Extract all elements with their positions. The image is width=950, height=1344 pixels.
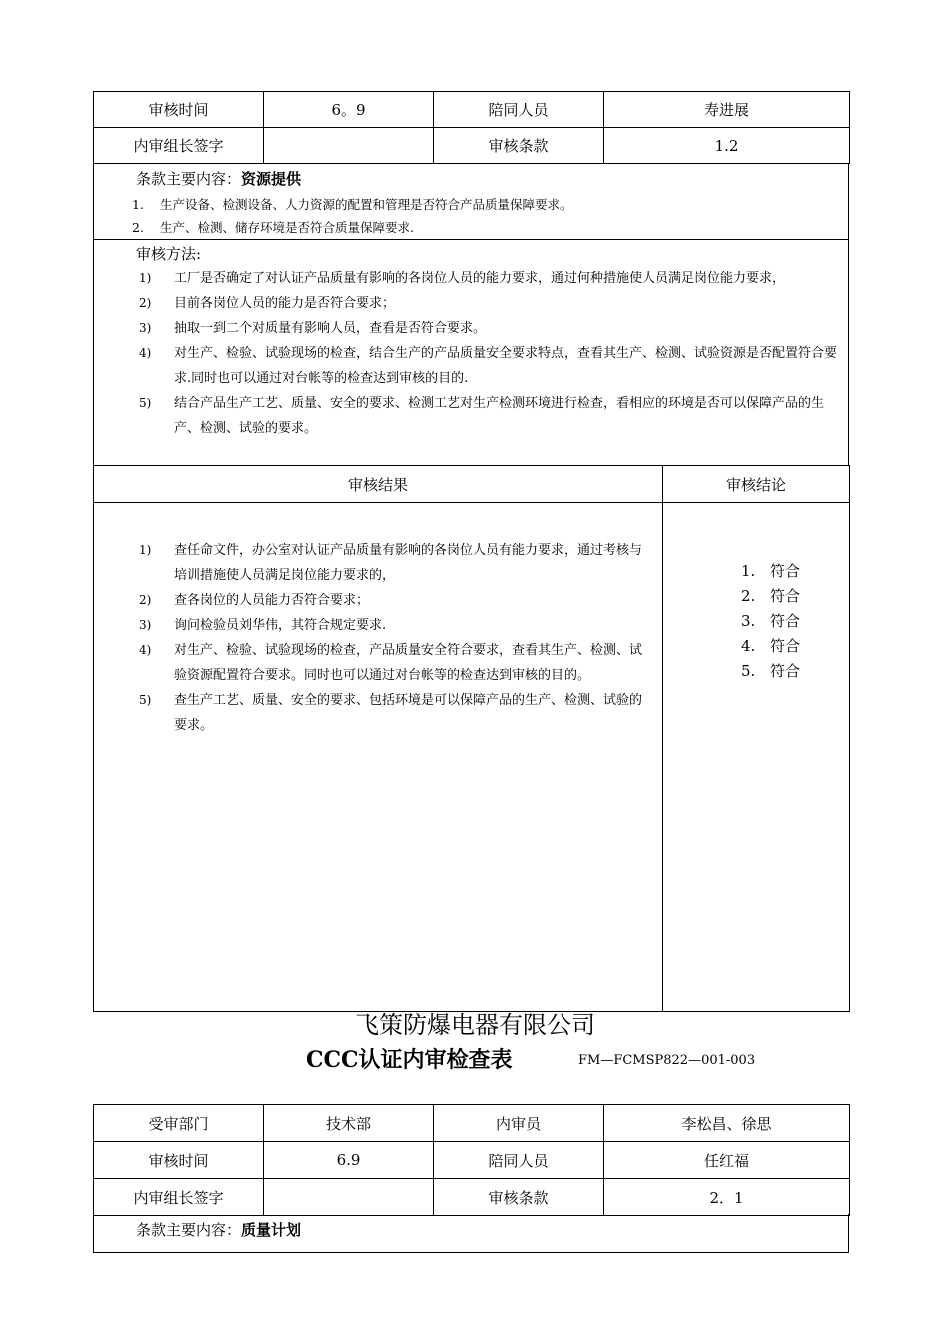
- conclusion-header: 审核结论: [663, 466, 850, 503]
- list-item: [94, 341, 848, 391]
- auditor-value: 李松昌、徐思: [604, 1105, 850, 1142]
- leader-signature-label: 内审组长签字: [94, 128, 264, 164]
- list-item: [94, 588, 662, 613]
- list-text: 生产、检测、储存环境是否符合质量保障要求.: [160, 220, 414, 235]
- list-number: 3): [139, 618, 152, 632]
- list-text: 符合: [770, 637, 801, 655]
- audit-clause-label: 审核条款: [434, 1179, 604, 1216]
- list-number: 2.: [132, 220, 144, 235]
- list-item: [94, 266, 848, 291]
- list-text: 符合: [770, 562, 801, 580]
- list-number: 5.: [741, 662, 756, 680]
- table-row: [94, 1105, 850, 1142]
- method-heading: 审核方法:: [136, 245, 202, 263]
- list-number: 4): [139, 346, 152, 360]
- clause-prefix: 条款主要内容：: [136, 170, 242, 188]
- clause-heading: [136, 168, 848, 189]
- list-text: 查生产工艺、质量、安全的要求、包括环境是可以保障产品的生产、检测、试验的要求。: [174, 693, 643, 733]
- list-item: [94, 638, 662, 688]
- list-text: 符合: [770, 662, 801, 680]
- audit-clause-label: 审核条款: [434, 128, 604, 164]
- list-item: [94, 291, 848, 316]
- audited-dept-value: 技术部: [264, 1105, 434, 1142]
- list-text: 目前各岗位人员的能力是否符合要求；: [174, 296, 396, 311]
- list-item: [741, 659, 849, 684]
- table-row: [94, 1142, 850, 1179]
- audit-time-value: 6。9: [264, 92, 434, 128]
- list-text: 工厂是否确定了对认证产品质量有影响的各岗位人员的能力要求，通过何种措施使人员满足岗位能力要求，: [174, 271, 786, 286]
- clause-title: 质量计划: [241, 1221, 302, 1239]
- list-number: 3.: [741, 612, 756, 630]
- conclusion-list: [741, 559, 849, 684]
- list-text: 结合产品生产工艺、质量、安全的要求、检测工艺对生产检测环境进行检查，看相应的环境是否可以保障产品的生产、检测、试验的要求。: [174, 396, 825, 436]
- form-title: CCC认证内审检查表: [306, 1047, 513, 1073]
- method-section: [93, 239, 849, 466]
- accompany-value: 寿进展: [604, 92, 850, 128]
- list-number: 4): [139, 643, 152, 657]
- list-number: 1.: [741, 562, 756, 580]
- form-code: FM—FCMSP822—001-003: [578, 1053, 756, 1068]
- list-number: 5): [139, 396, 152, 410]
- company-name: 飞策防爆电器有限公司: [355, 1011, 595, 1039]
- list-item: [94, 688, 662, 738]
- table-row: [94, 92, 850, 128]
- clause-section-2: [93, 1214, 849, 1253]
- list-number: 1): [139, 271, 152, 285]
- accompany-label: 陪同人员: [434, 92, 604, 128]
- list-item: [94, 538, 662, 588]
- list-item: [94, 193, 848, 216]
- list-text: 对生产、检验、试验现场的检查，产品质量安全符合要求，查看其生产、检测、试验资源配置符合要求。同时也可以通过对台帐等的检查达到审核的目的。: [174, 643, 643, 683]
- list-item: [94, 316, 848, 341]
- list-text: 查任命文件，办公室对认证产品质量有影响的各岗位人员有能力要求，通过考核与培训措施使人员满足岗位能力要求的，: [174, 543, 643, 583]
- results-list: [94, 538, 662, 738]
- list-text: 生产设备、检测设备、人力资源的配置和管理是否符合产品质量保障要求。: [160, 197, 573, 212]
- leader-signature-value: [264, 1179, 434, 1216]
- audit-info-table-2: [93, 1104, 850, 1216]
- list-text: 查各岗位的人员能力否符合要求；: [174, 593, 370, 608]
- accompany-label: 陪同人员: [434, 1142, 604, 1179]
- list-number: 4.: [741, 637, 756, 655]
- list-item: [741, 634, 849, 659]
- list-item: [741, 609, 849, 634]
- list-number: 3): [139, 321, 152, 335]
- list-item: [94, 216, 848, 239]
- audit-time-label: 审核时间: [94, 1142, 264, 1179]
- clause-list: [94, 193, 848, 239]
- list-text: 符合: [770, 587, 801, 605]
- clause-title: 资源提供: [241, 170, 302, 188]
- conclusion-cell: [663, 503, 850, 1012]
- audit-info-table: [93, 91, 850, 164]
- auditor-label: 内审员: [434, 1105, 604, 1142]
- audit-time-value: 6.9: [264, 1142, 434, 1179]
- list-item: [741, 559, 849, 584]
- list-text: 询问检验员刘华伟，其符合规定要求.: [174, 618, 387, 633]
- list-text: 符合: [770, 612, 801, 630]
- form-title-row: [0, 1044, 950, 1076]
- table-row: [94, 1179, 850, 1216]
- list-number: 2.: [741, 587, 756, 605]
- results-cell: [94, 503, 663, 1012]
- audit-clause-value: 1.2: [604, 128, 850, 164]
- table-row: [94, 128, 850, 164]
- accompany-value: 任红福: [604, 1142, 850, 1179]
- clause-prefix: 条款主要内容：: [136, 1221, 242, 1239]
- list-item: [94, 613, 662, 638]
- table-row: [94, 503, 850, 1012]
- list-item: [741, 584, 849, 609]
- table-row: [94, 466, 850, 503]
- results-table: [93, 465, 850, 1012]
- list-item: [94, 391, 848, 441]
- list-number: 1): [139, 543, 152, 557]
- audit-clause-value: 2．1: [604, 1179, 850, 1216]
- audit-time-label: 审核时间: [94, 92, 264, 128]
- list-text: 抽取一到二个对质量有影响人员，查看是否符合要求。: [174, 321, 487, 336]
- leader-signature-value: [264, 128, 434, 164]
- clause-section: [93, 164, 849, 240]
- leader-signature-label: 内审组长签字: [94, 1179, 264, 1216]
- method-list: [94, 266, 848, 441]
- list-number: 1.: [132, 197, 144, 212]
- list-number: 2): [139, 593, 152, 607]
- audited-dept-label: 受审部门: [94, 1105, 264, 1142]
- list-number: 5): [139, 693, 152, 707]
- list-text: 对生产、检验、试验现场的检查，结合生产的产品质量安全要求特点，查看其生产、检测、试验资源是否配置符合要求.同时也可以通过对台帐等的检查达到审核的目的.: [174, 346, 838, 386]
- clause-heading: [136, 1219, 848, 1240]
- results-header: 审核结果: [94, 466, 663, 503]
- list-number: 2): [139, 296, 152, 310]
